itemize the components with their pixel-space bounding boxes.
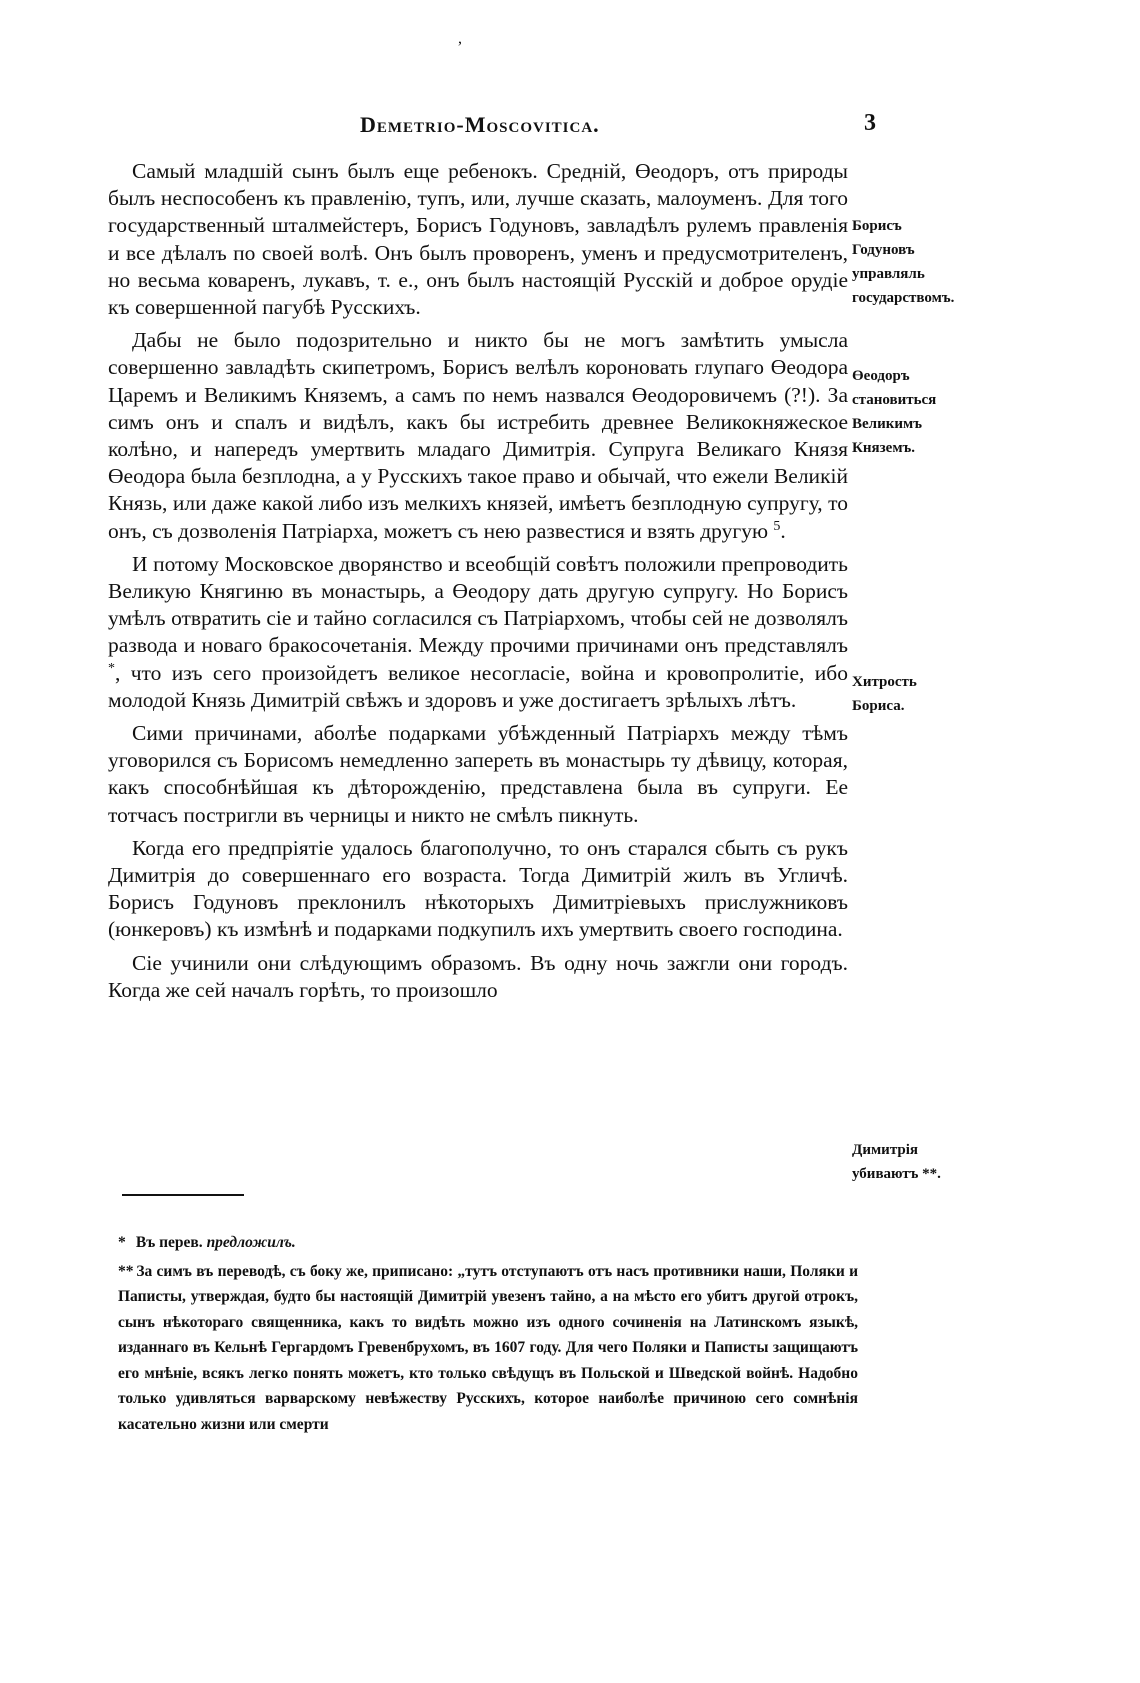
running-title: Demetrio-Moscovitica. — [360, 112, 600, 137]
margin-note-2: Өеодоръ становиться Великимъ Княземъ. — [852, 368, 937, 456]
paragraph-1: Самый младшій сынъ былъ еще ребенокъ. Средній, Өеодоръ, отъ природы былъ неспособенъ къ правленію, тупъ, или, лучше сказать, малоуменъ. Для того государственный шталмейстеръ, Борисъ Годуновъ, завладѣлъ рулемъ правленія и все дѣлалъ по своей волѣ. Онъ былъ проворенъ, уменъ и предусмотрителенъ, но весьма коваренъ, лукавъ, т. е., онъ былъ настоящій Русскій и доброе орудіе къ совершенной пагубѣ Русскихъ. — [108, 159, 848, 320]
page-number: 3 — [864, 110, 876, 136]
note-reference-5: 5 — [773, 518, 781, 534]
paragraph-4: Сими причинами, аболѣе подарками убѣжденный Патріархъ между тѣмъ уговорился съ Борисомъ немедленно запереть въ монастырь ту дѣвицу, которая, какъ способнѣйшая къ дѣторожденію, представлена была въ супруги. Ее тотчасъ постригли въ черницы и никто не смѣлъ пикнуть. — [108, 721, 848, 827]
paragraph-6: Сіе учинили они слѣдующимъ образомъ. Въ одну ночь зажгли они городъ. Когда же сей началъ горѣть, то произошло — [108, 950, 848, 1002]
footnote-rule — [122, 1194, 244, 1196]
footnote-2 — [118, 1259, 858, 1438]
paragraph-3-text: И потому Московское дворянство и всеобщій совѣтъ положили препроводить Великую Княгиню въ монастырь, а Өеодору дать другую супругу. Но Борисъ умѣлъ отвратить сіе и тайно согласился съ Патріархомъ, чтобы сей не дозволялъ развода и новаго бракосочетанія. Между прочими причинами онъ представлялъ — [108, 551, 848, 658]
footnote-1-text: предложилъ. — [206, 1234, 296, 1251]
paragraph-3-tail: , что изъ сего произойдетъ великое несогласіе, война и кровопролитіе, ибо молодой Князь Димитрій свѣжъ и здоровъ и уже достигаетъ зрѣлыхъ лѣтъ. — [108, 660, 848, 712]
footnote-1 — [118, 1230, 858, 1256]
footnotes — [118, 1230, 858, 1440]
footnote-1-mark: * — [118, 1234, 126, 1251]
footnote-2-text: За симъ въ переводѣ, съ боку же, приписано: „тутъ отступаютъ отъ насъ противники наши, Поляки и Паписты, утверждая, будто бы настоящій Димитрій увезенъ тайно, а на мѣсто его убитъ другой отрокъ, сынъ нѣкотораго священника, какъ то видѣть можно изъ одного сочиненія на Латинскомъ языкѣ, изданнаго въ Кельнѣ Гергардомъ Гревенбрухомъ, въ 1607 году. Для чего Поляки и Паписты защищаютъ его мнѣніе, всякъ легко понять можетъ, кто только свѣдущъ въ Польской и Шведской войнѣ. Надобно только удивляться варварскому невѣжеству Русскихъ, которое наиболѣе причиною сего сомнѣнія касательно жизни или смерти — [118, 1262, 859, 1433]
paragraph-2-end: . — [780, 518, 786, 543]
paragraph-2-text: Дабы не было подозрительно и никто бы не могъ замѣтить умысла совершенно завладѣть скипетромъ, Борисъ велѣлъ короновать глупаго Өеодора Царемъ и Великимъ Княземъ, а самъ по немъ назвался Өеодоровичемъ (?!). За симъ онъ и спалъ и видѣлъ, какъ бы истребить древнее Великокняжеское колѣно, и напередъ умертвить младаго Димитрія. Супруга Великаго Князя Өеодора была безплодна, а у Русскихъ такое право и обычай, что ежели Великій Князь, или даже какой либо изъ мелкихъ князей, имѣетъ безплодную супругу, то онъ, съ дозволенія Патріарха, можетъ съ нею развестися и взять другую — [108, 328, 848, 543]
paragraph-2 — [108, 327, 848, 545]
margin-note-4: Димитрія убиваютъ **. — [852, 1142, 941, 1182]
margin-note-1: Борисъ Годуновъ управляль государствомъ. — [852, 218, 955, 306]
footnote-1-label: Въ перев. — [135, 1234, 203, 1251]
stray-mark: , — [458, 30, 462, 47]
main-text — [108, 158, 848, 1010]
paragraph-3 — [108, 551, 848, 714]
note-reference-star: * — [108, 660, 115, 676]
footnote-2-mark: ** — [118, 1262, 134, 1280]
margin-note-3: Хитрость Бориса. — [852, 674, 917, 714]
paragraph-5: Когда его предпріятіе удалось благополучно, то онъ старался сбыть съ рукъ Димитрія до совершеннаго его возраста. Тогда Димитрій жилъ въ Угличѣ. Борисъ Годуновъ преклонилъ нѣкоторыхъ Димитріевыхъ прислужниковъ (юнкеровъ) къ измѣнѣ и подарками подкупилъ ихъ умертвить своего господина. — [108, 835, 848, 942]
